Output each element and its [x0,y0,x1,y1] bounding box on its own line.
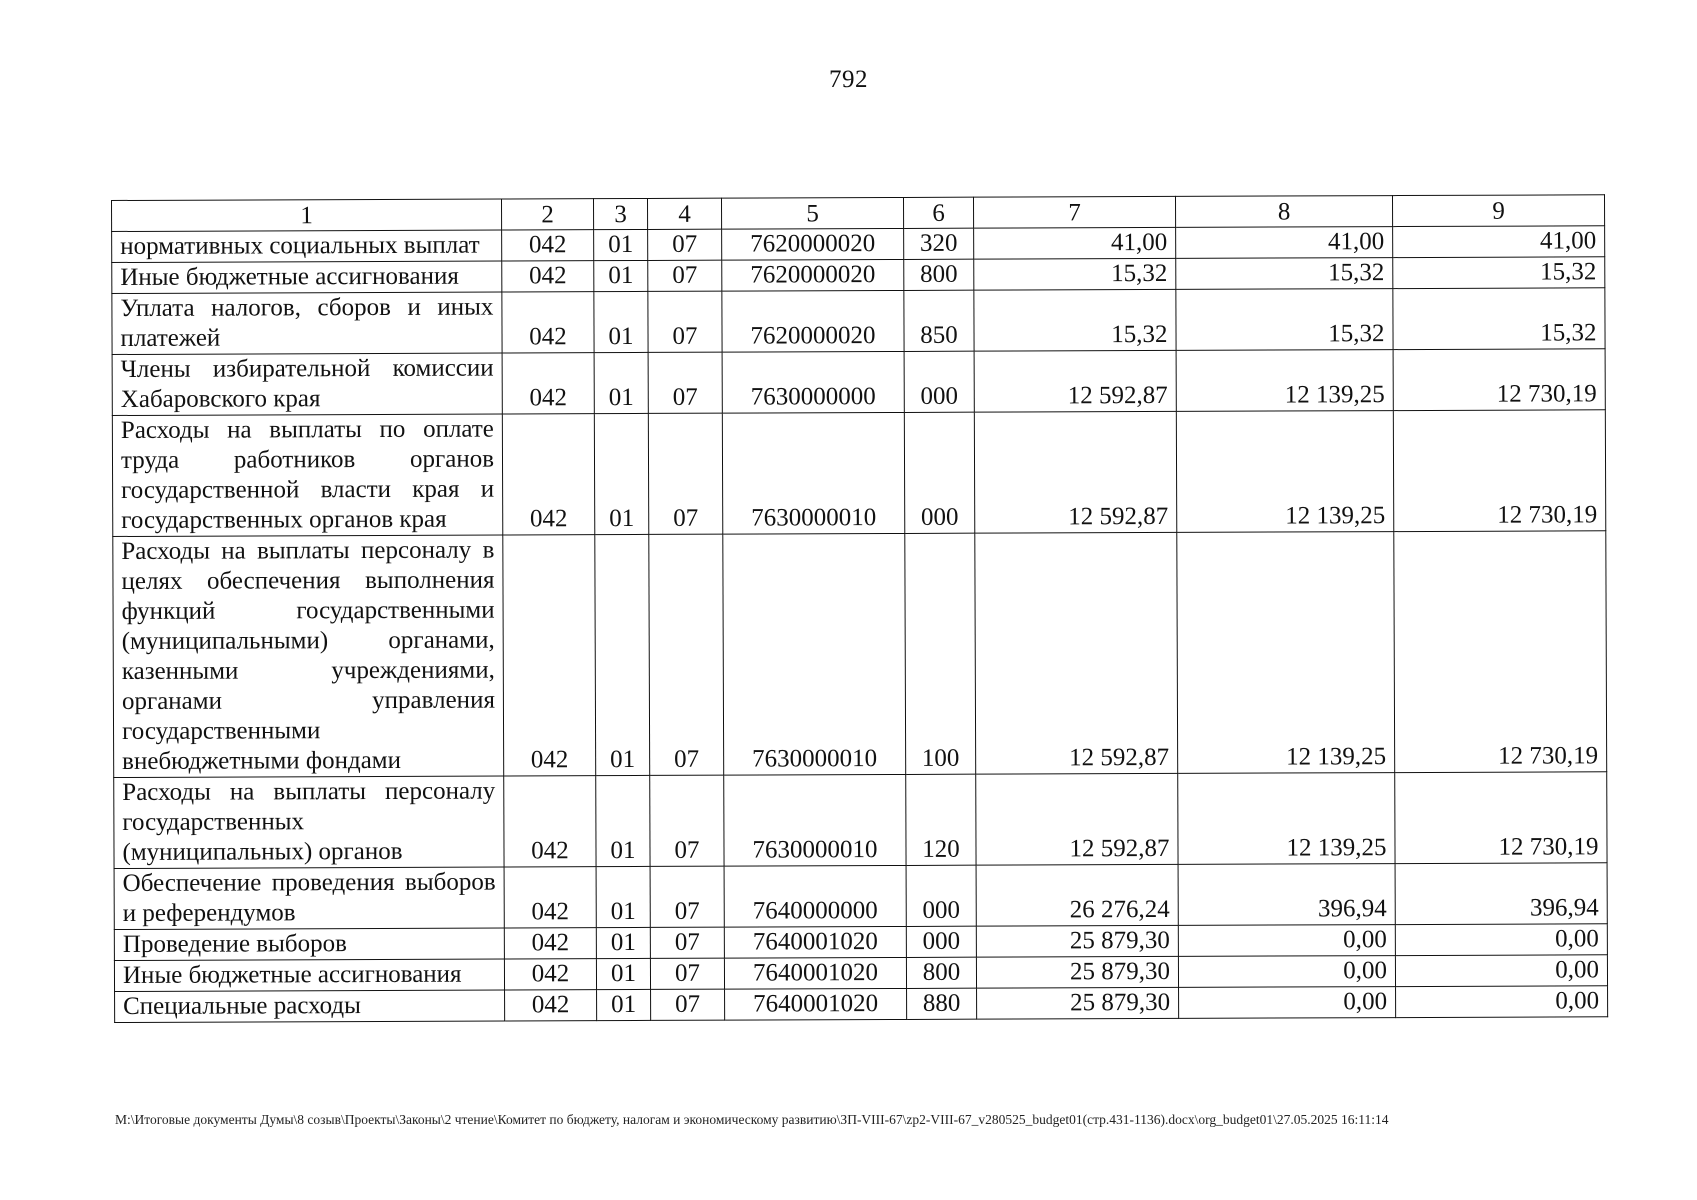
table-row [112,257,1605,294]
amount-col8-cell: 0,00 [1178,925,1395,957]
section-code-cell: 01 [594,260,648,291]
target-article-cell: 7630000000 [722,351,904,413]
table-row [114,924,1607,961]
target-article-cell: 7640000000 [724,865,906,927]
table-row [114,955,1607,992]
amount-col9-cell: 12 730,19 [1393,349,1605,411]
budget-table-container [111,194,1608,1023]
expense-type-cell: 320 [904,228,974,259]
table-row [114,863,1607,930]
amount-col7-cell: 26 276,24 [976,864,1178,926]
amount-col9-cell: 15,32 [1393,257,1605,289]
amount-col7-cell: 25 879,30 [976,925,1178,957]
table-row [115,986,1608,1023]
section-code-cell: 01 [596,958,650,989]
amount-col8-cell: 0,00 [1178,956,1395,988]
target-article-cell: 7640001020 [725,988,907,1020]
amount-col9-cell: 12 730,19 [1395,772,1607,864]
target-article-cell: 7620000020 [722,259,904,291]
subsection-code-cell: 07 [650,866,724,927]
subsection-code-cell: 07 [650,927,724,958]
budget-table [111,194,1608,1023]
header-cell-3: 3 [593,198,647,229]
row-name-cell: Расходы на выплаты по оплате труда работников органов государственной власти края и государственных органов края [112,414,502,536]
row-name-cell: Расходы на выплаты персоналу в целях обеспечения выполнения функций государственными (муниципальными) органами, казенными учреждениями, органами управления государственными внебюджетными фондами [113,535,504,777]
header-cell-2: 2 [501,199,593,230]
header-cell-5: 5 [721,197,903,229]
amount-col8-cell: 12 139,25 [1177,532,1395,774]
target-article-cell: 7640001020 [724,926,906,958]
subsection-code-cell: 07 [650,775,724,866]
row-name-cell: Члены избирательной комиссии Хабаровского края [112,353,502,415]
header-cell-7: 7 [973,196,1175,228]
target-article-cell: 7640001020 [724,957,906,989]
section-code-cell: 01 [594,291,648,352]
section-code-cell: 01 [595,534,650,775]
ministry-code-cell: 042 [503,535,596,776]
row-name-cell: Уплата налогов, сборов и иных платежей [112,292,502,354]
amount-col9-cell: 0,00 [1396,986,1608,1018]
row-name-cell: Специальные расходы [115,990,505,1022]
amount-col7-cell: 15,32 [974,289,1176,351]
amount-col7-cell: 41,00 [974,227,1176,259]
amount-col8-cell: 0,00 [1179,987,1396,1019]
expense-type-cell: 000 [906,926,976,957]
amount-col7-cell: 25 879,30 [977,987,1179,1019]
row-name-cell: Расходы на выплаты персоналу государственных (муниципальных) органов [114,776,504,868]
subsection-code-cell: 07 [649,534,724,775]
ministry-code-cell: 042 [504,928,596,959]
amount-col7-cell: 12 592,87 [976,773,1178,865]
row-name-cell: Иные бюджетные ассигнования [114,959,504,991]
amount-col7-cell: 12 592,87 [974,411,1176,533]
amount-col9-cell: 12 730,19 [1394,531,1607,773]
expense-type-cell: 850 [904,290,974,351]
subsection-code-cell: 07 [648,229,722,260]
ministry-code-cell: 042 [505,990,597,1021]
table-row [113,531,1607,778]
expense-type-cell: 880 [907,988,977,1019]
target-article-cell: 7630000010 [723,533,906,775]
expense-type-cell: 800 [906,957,976,988]
ministry-code-cell: 042 [504,776,596,867]
amount-col9-cell: 0,00 [1395,924,1607,956]
table-row [114,772,1607,869]
target-article-cell: 7620000020 [722,290,904,352]
amount-col9-cell: 396,94 [1395,863,1607,925]
amount-col8-cell: 12 139,25 [1178,773,1395,865]
amount-col9-cell: 0,00 [1395,955,1607,987]
target-article-cell: 7630000010 [722,412,904,534]
amount-col8-cell: 41,00 [1176,227,1393,259]
section-code-cell: 01 [596,927,650,958]
section-code-cell: 01 [596,775,650,866]
expense-type-cell: 100 [905,533,976,774]
section-code-cell: 01 [597,989,651,1020]
amount-col8-cell: 15,32 [1176,258,1393,290]
expense-type-cell: 120 [906,774,976,865]
amount-col8-cell: 396,94 [1178,864,1395,926]
subsection-code-cell: 07 [648,291,722,352]
header-cell-8: 8 [1175,196,1392,228]
table-row [112,410,1605,537]
subsection-code-cell: 07 [648,413,722,534]
ministry-code-cell: 042 [502,414,594,535]
section-code-cell: 01 [594,229,648,260]
table-row [112,226,1605,263]
ministry-code-cell: 042 [502,230,594,261]
amount-col8-cell: 15,32 [1176,289,1393,351]
page-number: 792 [829,66,868,93]
target-article-cell: 7630000010 [724,774,906,866]
header-cell-9: 9 [1392,195,1604,227]
subsection-code-cell: 07 [648,352,722,413]
subsection-code-cell: 07 [651,989,725,1020]
ministry-code-cell: 042 [502,292,594,353]
table-row [112,288,1605,355]
target-article-cell: 7620000020 [722,228,904,260]
subsection-code-cell: 07 [650,958,724,989]
row-name-cell: нормативных социальных выплат [112,230,502,262]
amount-col8-cell: 12 139,25 [1176,411,1393,533]
ministry-code-cell: 042 [504,867,596,928]
ministry-code-cell: 042 [504,959,596,990]
amount-col9-cell: 15,32 [1393,288,1605,350]
table-row [112,349,1605,416]
amount-col7-cell: 12 592,87 [975,532,1178,774]
expense-type-cell: 800 [904,259,974,290]
amount-col7-cell: 12 592,87 [974,350,1176,412]
row-name-cell: Проведение выборов [114,928,504,960]
ministry-code-cell: 042 [502,261,594,292]
row-name-cell: Иные бюджетные ассигнования [112,261,502,293]
header-cell-1: 1 [112,199,502,231]
amount-col7-cell: 15,32 [974,258,1176,290]
header-cell-4: 4 [647,198,721,229]
subsection-code-cell: 07 [648,260,722,291]
amount-col9-cell: 41,00 [1393,226,1605,258]
document-path-footer: M:\Итоговые документы Думы\8 созыв\Проекты\Законы\2 чтение\Комитет по бюджету, налогам и экономическому развитию\ЗП-VIII-67\zp2-VIII-67_v280525_budget01(стр.431-1136).docx\org_budget01\27.05.2025 16:11:14 [115,1112,1389,1127]
expense-type-cell: 000 [904,351,974,412]
section-code-cell: 01 [594,352,648,413]
expense-type-cell: 000 [906,865,976,926]
section-code-cell: 01 [596,866,650,927]
section-code-cell: 01 [594,413,648,534]
amount-col9-cell: 12 730,19 [1393,410,1605,532]
amount-col8-cell: 12 139,25 [1176,350,1393,412]
amount-col7-cell: 25 879,30 [976,956,1178,988]
ministry-code-cell: 042 [502,353,594,414]
row-name-cell: Обеспечение проведения выборов и референдумов [114,867,504,929]
expense-type-cell: 000 [904,412,974,533]
header-cell-6: 6 [903,197,973,228]
